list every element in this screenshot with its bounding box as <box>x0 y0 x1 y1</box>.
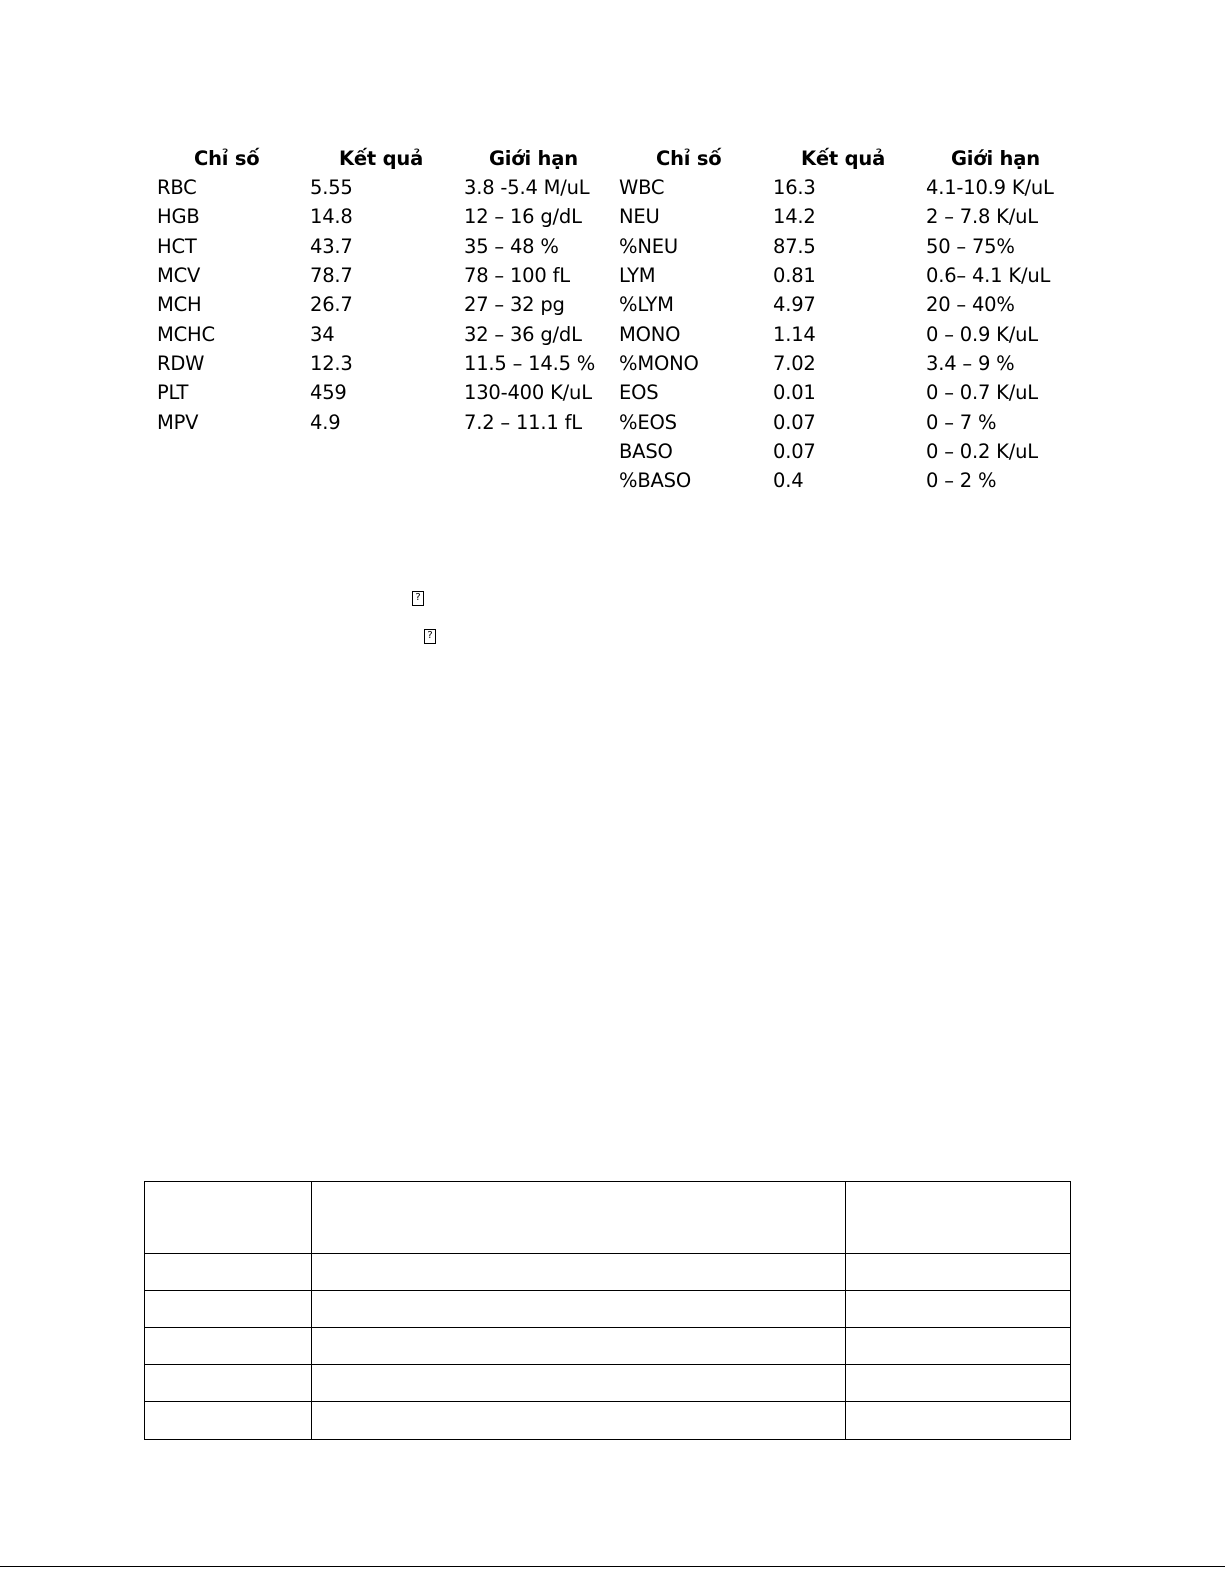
result-cell: 5.55 <box>310 176 353 199</box>
range-cell: 11.5 – 14.5 % <box>464 352 596 375</box>
result-cell: 1.14 <box>773 323 816 346</box>
indicator-cell: HCT <box>157 235 197 258</box>
result-cell: 4.9 <box>310 411 341 434</box>
table-row <box>145 1182 1071 1254</box>
indicator-cell: RBC <box>157 176 197 199</box>
indicator-cell: PLT <box>157 381 189 404</box>
result-cell: 4.97 <box>773 293 816 316</box>
table-cell <box>312 1365 846 1402</box>
missing-glyph-icon: ? <box>424 629 436 644</box>
header-range: Giới hạn <box>489 147 578 170</box>
table-cell <box>145 1291 312 1328</box>
table-cell <box>145 1182 312 1254</box>
range-cell: 130-400 K/uL <box>464 381 592 404</box>
header-range: Giới hạn <box>951 147 1040 170</box>
indicator-cell: %MONO <box>619 352 699 375</box>
indicator-cell: HGB <box>157 205 200 228</box>
range-cell: 0 – 0.7 K/uL <box>926 381 1038 404</box>
indicator-cell: RDW <box>157 352 205 375</box>
indicator-cell: NEU <box>619 205 660 228</box>
empty-table <box>144 1181 1071 1440</box>
table-cell <box>846 1254 1071 1291</box>
missing-glyph-icon: ? <box>412 591 424 606</box>
indicator-cell: BASO <box>619 440 673 463</box>
table-cell <box>145 1365 312 1402</box>
range-cell: 0 – 0.2 K/uL <box>926 440 1038 463</box>
range-cell: 20 – 40% <box>926 293 1015 316</box>
indicator-cell: %NEU <box>619 235 678 258</box>
header-result: Kết quả <box>339 147 424 170</box>
range-cell: 7.2 – 11.1 fL <box>464 411 582 434</box>
result-cell: 7.02 <box>773 352 816 375</box>
result-cell: 26.7 <box>310 293 353 316</box>
result-cell: 43.7 <box>310 235 353 258</box>
table-cell <box>846 1182 1071 1254</box>
range-cell: 27 – 32 pg <box>464 293 565 316</box>
table-cell <box>846 1365 1071 1402</box>
result-cell: 0.07 <box>773 440 816 463</box>
table-cell <box>846 1291 1071 1328</box>
header-indicator: Chỉ số <box>656 147 722 170</box>
indicator-cell: %BASO <box>619 469 691 492</box>
indicator-cell: MCHC <box>157 323 215 346</box>
indicator-cell: MCH <box>157 293 202 316</box>
table-row <box>145 1291 1071 1328</box>
range-cell: 35 – 48 % <box>464 235 559 258</box>
indicator-cell: MPV <box>157 411 199 434</box>
range-cell: 0 – 7 % <box>926 411 997 434</box>
table-cell <box>846 1328 1071 1365</box>
result-cell: 14.2 <box>773 205 816 228</box>
range-cell: 78 – 100 fL <box>464 264 570 287</box>
indicator-cell: EOS <box>619 381 659 404</box>
result-cell: 0.01 <box>773 381 816 404</box>
table-cell <box>312 1328 846 1365</box>
result-cell: 0.81 <box>773 264 816 287</box>
table-cell <box>846 1402 1071 1440</box>
indicator-cell: WBC <box>619 176 665 199</box>
table-cell <box>312 1291 846 1328</box>
table-row <box>145 1254 1071 1291</box>
range-cell: 32 – 36 g/dL <box>464 323 582 346</box>
range-cell: 12 – 16 g/dL <box>464 205 582 228</box>
table-cell <box>145 1402 312 1440</box>
range-cell: 0 – 0.9 K/uL <box>926 323 1038 346</box>
range-cell: 3.8 -5.4 M/uL <box>464 176 590 199</box>
table-row <box>145 1328 1071 1365</box>
result-cell: 87.5 <box>773 235 816 258</box>
table-row <box>145 1365 1071 1402</box>
indicator-cell: MONO <box>619 323 681 346</box>
result-cell: 0.07 <box>773 411 816 434</box>
indicator-cell: MCV <box>157 264 201 287</box>
table-cell <box>312 1402 846 1440</box>
header-result: Kết quả <box>801 147 886 170</box>
table-cell <box>312 1182 846 1254</box>
result-cell: 12.3 <box>310 352 353 375</box>
table-cell <box>312 1254 846 1291</box>
range-cell: 0 – 2 % <box>926 469 997 492</box>
page-bottom-rule <box>0 1566 1225 1567</box>
result-cell: 14.8 <box>310 205 353 228</box>
range-cell: 50 – 75% <box>926 235 1015 258</box>
table-row <box>145 1402 1071 1440</box>
result-cell: 0.4 <box>773 469 804 492</box>
indicator-cell: %EOS <box>619 411 677 434</box>
indicator-cell: %LYM <box>619 293 674 316</box>
table-cell <box>145 1328 312 1365</box>
range-cell: 4.1-10.9 K/uL <box>926 176 1054 199</box>
result-cell: 78.7 <box>310 264 353 287</box>
header-indicator: Chỉ số <box>194 147 260 170</box>
indicator-cell: LYM <box>619 264 656 287</box>
range-cell: 3.4 – 9 % <box>926 352 1015 375</box>
table-cell <box>145 1254 312 1291</box>
result-cell: 459 <box>310 381 347 404</box>
range-cell: 2 – 7.8 K/uL <box>926 205 1038 228</box>
lab-results-table <box>0 144 1225 504</box>
result-cell: 16.3 <box>773 176 816 199</box>
result-cell: 34 <box>310 323 335 346</box>
range-cell: 0.6– 4.1 K/uL <box>926 264 1051 287</box>
